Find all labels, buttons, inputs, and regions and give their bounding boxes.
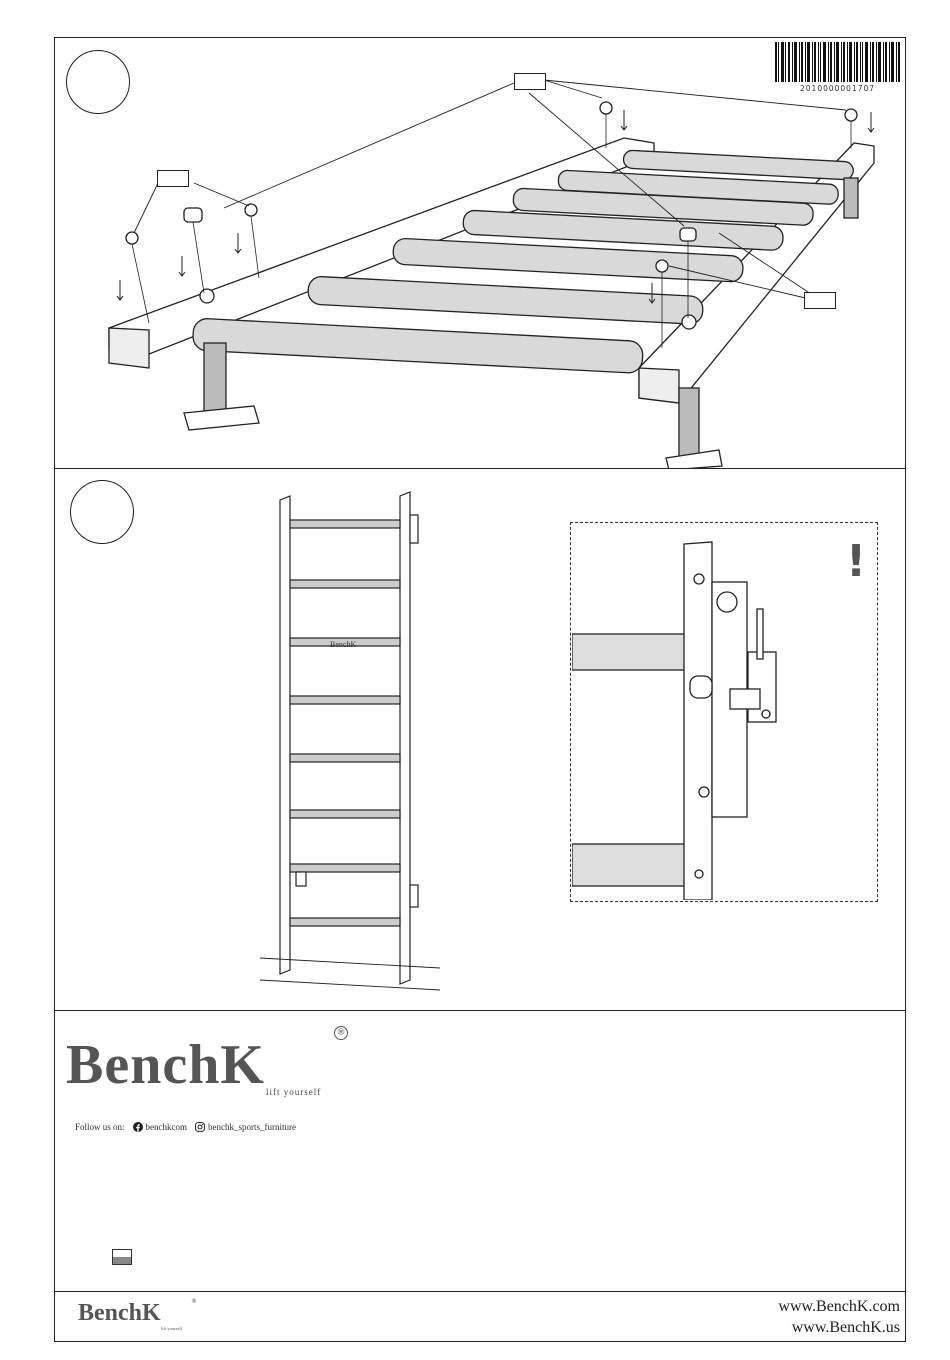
registered-mark: ® [334, 1026, 348, 1040]
part-label-box-top [514, 73, 546, 90]
section-divider-1 [54, 468, 906, 469]
part-label-box-left [157, 170, 189, 187]
bottom-brand-slogan: lift yourself [161, 1326, 183, 1331]
website-link-us[interactable]: www.BenchK.us [791, 1319, 900, 1336]
brand-slogan: lift yourself [266, 1087, 322, 1097]
rung-brand-label: BenchK [330, 640, 357, 649]
barcode-number: 2010000001707 [800, 84, 876, 93]
bottom-brand-logo: BenchK [78, 1300, 161, 1326]
flag-icon [112, 1249, 132, 1265]
brand-name: BenchK [66, 1034, 265, 1096]
warning-icon: ! [846, 536, 867, 587]
bottom-registered-mark: ® [191, 1298, 197, 1305]
step-2-circle [70, 480, 134, 544]
step-1-ladder-assembly-drawing [54, 38, 906, 468]
section-divider-2 [54, 1010, 906, 1011]
section-divider-3 [54, 1291, 906, 1292]
detail-bracket-drawing [572, 524, 876, 900]
social-follow-row [75, 1122, 296, 1132]
facebook-icon [133, 1122, 143, 1132]
instagram-icon [195, 1122, 205, 1132]
instagram-handle[interactable]: benchk_sports_furniture [208, 1122, 296, 1132]
follow-label: Follow us on: [75, 1122, 125, 1132]
website-link-com[interactable]: www.BenchK.com [778, 1298, 900, 1315]
part-label-box-right [804, 292, 836, 309]
step-2-wall-ladder-drawing [260, 490, 440, 1000]
facebook-handle[interactable]: benchkcom [145, 1122, 187, 1132]
